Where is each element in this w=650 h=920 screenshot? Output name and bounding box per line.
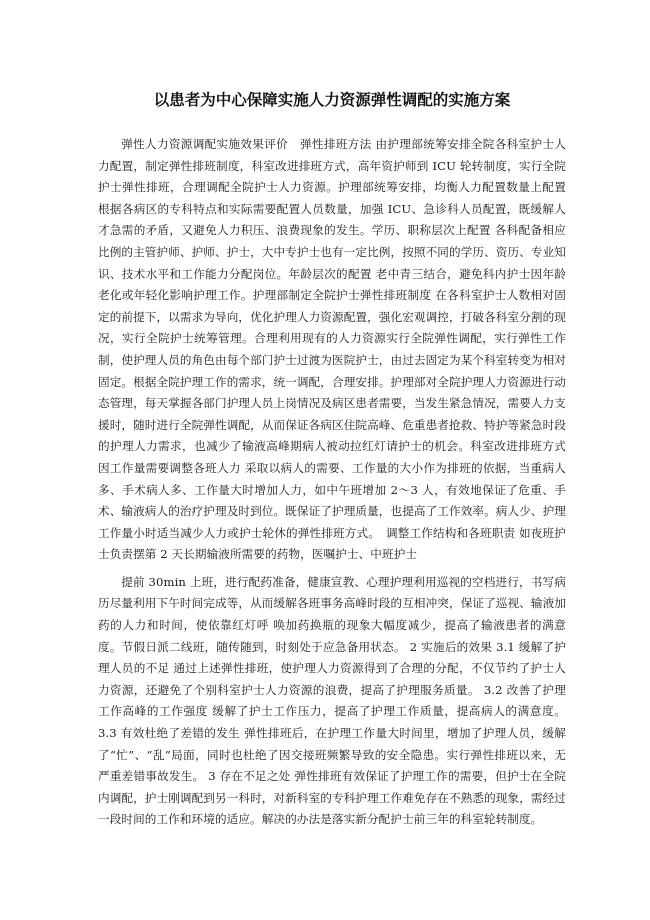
body-paragraph-2: 提前 30min 上班，进行配药准备，健康宣教、心理护理利用巡视的空档进行，书写病历尽量利用下午时间完成等，从而缓解各班事务高峰时段的互相冲突，保证了巡视、输液加药的人力和时间，使依靠红灯呼 唤加药换瓶的现象大幅度减少，提高了输液患者的满意度。节假日派二线班，随传随到，时刻处于应急备用状态。 2 实施后的效果 3.1 缓解了护理人员的不足 通过上述弹性排班，使护理人力资源得到了合理的分配，不仅节约了护士人力资源，还避免了个别科室护士人力资源的浪费，提高了护理服务质量。 3.2 改善了护理工作高峰的工作强度 缓解了护士工作压力，提高了护理工作质量，提高病人的满意度。 3.3 有效杜绝了差错的发生 弹性排班后，在护理工作量大时间里，增加了护理人员，缓解了“忙”、“乱”局面，同时也杜绝了因交接班频繁导致的安全隐患。实行弹性排班以来，无严重差错事故发生。 3 存在不足之处 弹性排班有效保证了护理工作的需要，但护士在全院内调配，护士刚调配到另一科时，对新科室的专科护理工作难免存在不熟悉的现象，需经过一段时间的工作和环境的适应。解决的办法是落实新分配护士前三年的科室轮转制度。 [98,574,566,827]
document-title: 以患者为中心保障实施人力资源弹性调配的实施方案 [153,91,511,109]
body-paragraph-1: 弹性人力资源调配实施效果评价 弹性排班方法 由护理部统筹安排全院各科室护士人力配置，制定弹性排班制度，科室改进排班方式，高年资护师到 ICU 轮转制度，实行全院护士弹性排班，合理调配全院护士人力资源。护理部统筹安排，均衡人力配置数量上配置 根据各病区的专科特点和实际需要配置人员数量，加强 ICU、急诊科人员配置，既缓解人才急需的矛盾，又避免人力积压、浪费现象的发生。学历、职称层次上配置 各科配备相应比例的主管护师、护师、护士，大中专护士也有一定比例，按照不同的学历、资历、专业知识、技术水平和工作能力分配岗位。年龄层次的配置 老中青三结合，避免科内护士因年龄老化或年轻化影响护理工作。护理部制定全院护士弹性排班制度 在各科室护士人数相对固定的前提下，以需求为导向，优化护理人力资源配置，强化宏观调控，打破各科室分割的现况，实行全院护士统筹管理。合理利用现有的人力资源实行全院弹性调配，实行弹性工作制，使护理人员的角色由每个部门护士过渡为医院护士，由过去固定为某个科室转变为相对固定。根据全院护理工作的需求，统一调配，合理安排。护理部对全院护理人力资源进行动态管理，每天掌握各部门护理人员上岗情况及病区患者需要，当发生紧急情况，需要人力支援时，随时进行全院弹性调配，从而保证各病区住院高峰、危重患者抢救、特护等紧急时段的护理人力需求，也减少了输液高峰期病人被动拉红灯请护士的机会。科室改进排班方式 因工作量需要调整各班人力 采取以病人的需要、工作量的大小作为排班的依据，当重病人多、手术病人多、工作量大时增加人力，如中午班增加 2～3 人，有效地保证了危重、手术、输液病人的治疗护理及时到位。既保证了护理质量，也提高了工作效率。病人少、护理工作量小时适当减少人力或护士轮休的弹性排班方式。 调整工作结构和各班职责 如夜班护士负责摆第 2 天长期输液所需要的药物，医嘱护士、中班护士 [98,137,566,562]
